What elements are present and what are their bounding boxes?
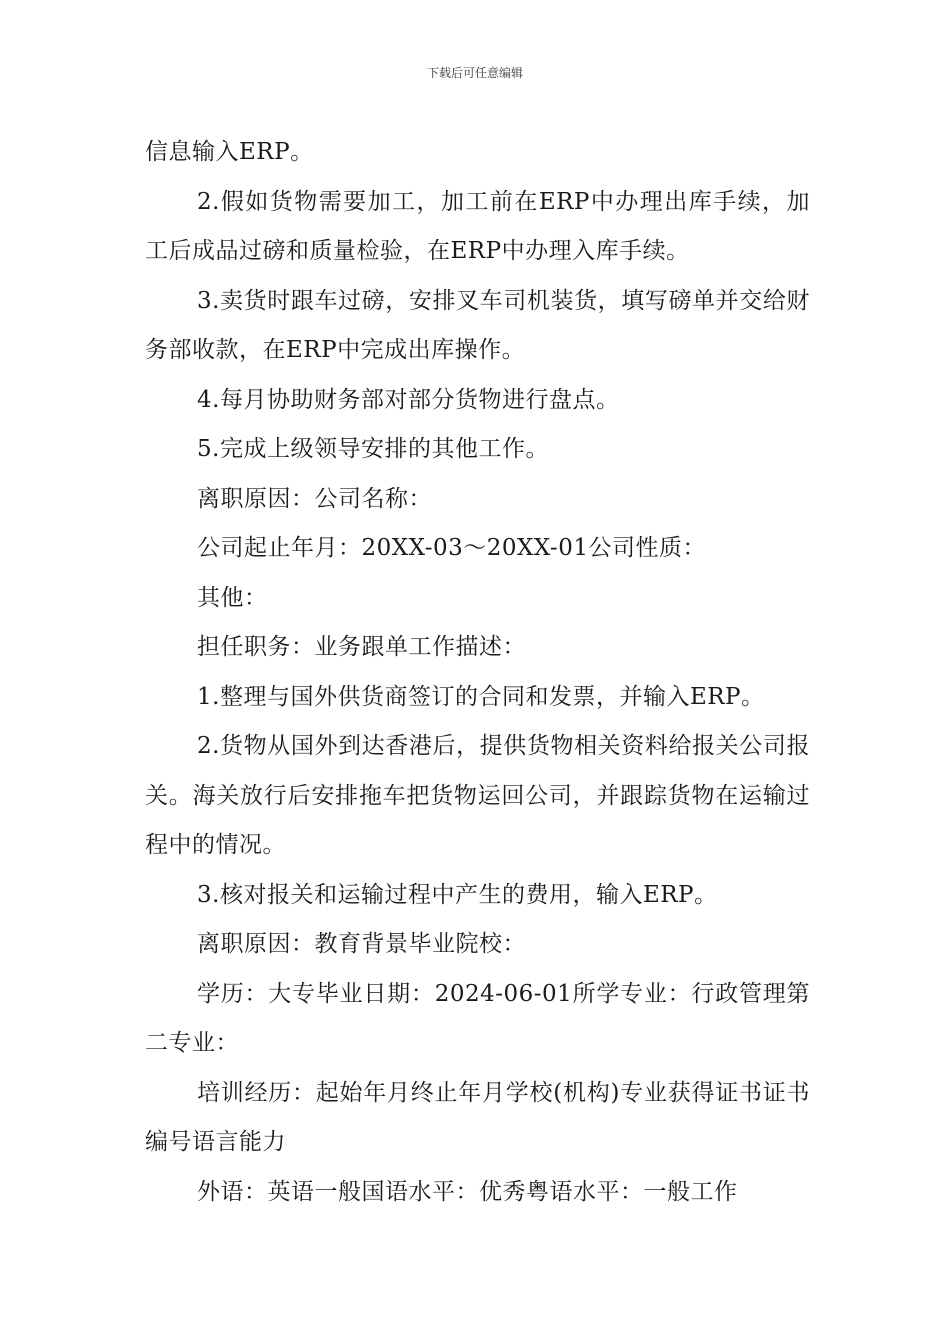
paragraph: 3.卖货时跟车过磅，安排叉车司机装货，填写磅单并交给财务部收款，在ERP中完成出库操作。	[145, 287, 810, 363]
paragraph: 培训经历：起始年月终止年月学校(机构)专业获得证书证书编号语言能力	[145, 1079, 810, 1155]
paragraph: 其他：	[197, 584, 268, 611]
paragraph: 4.每月协助财务部对部分货物进行盘点。	[197, 386, 620, 413]
document-body	[145, 128, 810, 1217]
paragraph: 3.核对报关和运输过程中产生的费用，输入ERP。	[197, 881, 718, 908]
paragraph: 学历：大专毕业日期：2024-06-01所学专业：行政管理第二专业：	[145, 980, 810, 1056]
paragraph: 公司起止年月：20XX-03～20XX-01公司性质：	[197, 535, 706, 561]
page-header: 下载后可任意编辑	[426, 66, 523, 80]
paragraph: 离职原因：公司名称：	[197, 485, 432, 512]
paragraph: 信息输入ERP。	[145, 139, 314, 165]
paragraph: 担任职务：业务跟单工作描述：	[197, 634, 526, 660]
paragraph: 5.完成上级领导安排的其他工作。	[197, 436, 549, 462]
paragraph: 离职原因：教育背景毕业院校：	[197, 931, 526, 957]
paragraph: 1.整理与国外供货商签订的合同和发票，并输入ERP。	[197, 683, 765, 710]
paragraph: 外语：英语一般国语水平：优秀粤语水平：一般工作	[197, 1178, 738, 1205]
paragraph: 2.货物从国外到达香港后，提供货物相关资料给报关公司报关。海关放行后安排拖车把货物运回公司，并跟踪货物在运输过程中的情况。	[145, 733, 810, 858]
paragraph: 2.假如货物需要加工，加工前在ERP中办理出库手续，加工后成品过磅和质量检验，在ERP中办理入库手续。	[145, 188, 810, 264]
